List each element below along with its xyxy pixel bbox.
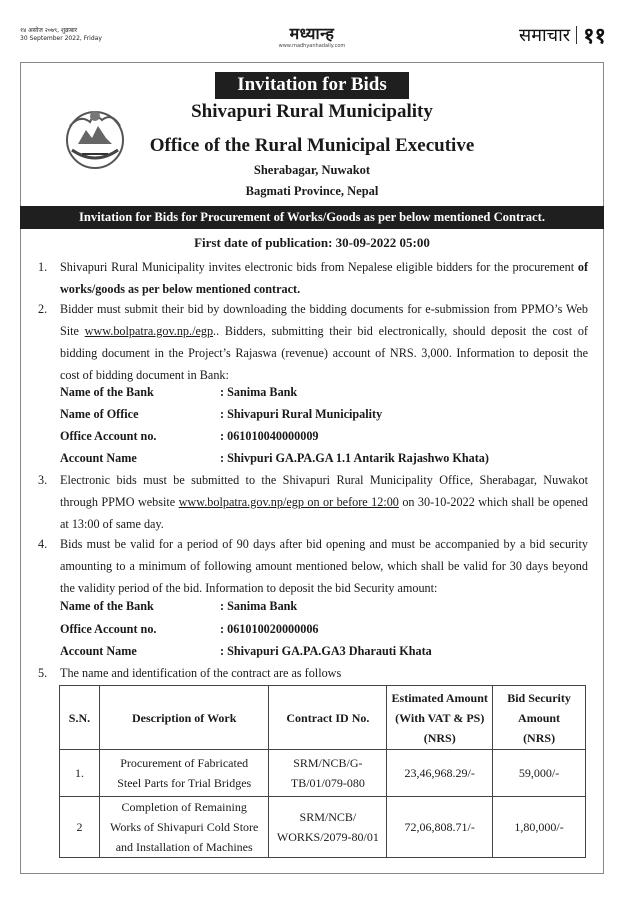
cell-contract-id bbox=[269, 797, 387, 858]
item-text: Bids must be valid for a period of 90 days after bid opening and must be accompanied by a bid security amounting to a minimum of following amount mentioned below, which shall be valid for 30 days beyond the validity period of the bid. Information to deposit the bid Security amount: bbox=[60, 537, 588, 595]
table-header-row bbox=[60, 686, 586, 750]
item-text bbox=[60, 469, 588, 535]
section-divider bbox=[576, 26, 577, 44]
security-detail-row bbox=[60, 640, 590, 662]
list-item-3 bbox=[38, 469, 588, 535]
address-line-1: Sherabagar, Nuwakot bbox=[253, 163, 371, 177]
bank-detail-row bbox=[60, 381, 590, 403]
cell-line: SRM/NCB/G- bbox=[293, 756, 363, 770]
cell-description bbox=[99, 797, 269, 858]
cell-line: Procurement of Fabricated bbox=[120, 756, 249, 770]
detail-label: Name of the Bank bbox=[60, 385, 154, 399]
item-number: 1. bbox=[38, 260, 48, 274]
detail-value: : Shivapuri GA.PA.GA3 Dharauti Khata bbox=[220, 644, 432, 658]
banner-wrap bbox=[0, 72, 624, 99]
section-header bbox=[519, 20, 606, 50]
contract-table bbox=[59, 685, 586, 858]
bank-detail-row bbox=[60, 447, 590, 469]
detail-value: : Sanima Bank bbox=[220, 599, 298, 613]
detail-value: : 061010040000009 bbox=[220, 429, 319, 443]
cell-line: Completion of Remaining bbox=[121, 800, 247, 814]
cell-line: TB/01/079-080 bbox=[290, 776, 365, 790]
item-number: 5. bbox=[38, 666, 48, 680]
detail-label: Office Account no. bbox=[60, 622, 157, 636]
bolpatra-egp-link[interactable]: www.bolpatra.gov.np/egp on or before 12:00 bbox=[178, 495, 399, 509]
date-english: 30 September 2022, Friday bbox=[20, 35, 102, 42]
cell-description bbox=[99, 750, 269, 797]
bolpatra-link[interactable]: www.bolpatra.gov.np./egp bbox=[84, 324, 214, 338]
header-line: Bid Security bbox=[507, 690, 571, 705]
cell-sn: 2 bbox=[60, 797, 100, 858]
header-line: Estimated Amount bbox=[391, 690, 488, 705]
detail-label: Account Name bbox=[60, 451, 137, 465]
item-number: 2. bbox=[38, 302, 48, 316]
item-text: The name and identification of the contract are as follows bbox=[60, 666, 342, 680]
detail-value: : Sanima Bank bbox=[220, 385, 298, 399]
list-item-5 bbox=[38, 662, 588, 684]
notice-subheading: Invitation for Bids for Procurement of Works/Goods as per below mentioned Contract. bbox=[20, 206, 604, 229]
notice-banner: Invitation for Bids bbox=[215, 72, 409, 99]
col-header-bid-security bbox=[493, 686, 586, 750]
detail-value: : Shivapuri Rural Municipality bbox=[220, 407, 383, 421]
cell-line: Works of Shivapuri Cold Store bbox=[110, 820, 259, 834]
item-text bbox=[60, 298, 588, 386]
cell-sn: 1. bbox=[60, 750, 100, 797]
cell-contract-id bbox=[269, 750, 387, 797]
header-line: (NRS) bbox=[423, 730, 456, 745]
col-header-sn: S.N. bbox=[60, 686, 100, 750]
item-number: 4. bbox=[38, 537, 48, 551]
publication-date: First date of publication: 30-09-2022 05:00 bbox=[194, 235, 430, 250]
header-line: Amount bbox=[518, 710, 561, 725]
detail-value: : 061010020000006 bbox=[220, 622, 319, 636]
item-3-text-a: Electronic bids must be submitted to the Shivapuri Rural Municipality Office, Sherabagar, Nuwakot through PPMO website bbox=[60, 473, 588, 509]
list-item-1 bbox=[38, 256, 588, 300]
office-name: Office of the Rural Municipal Executive bbox=[149, 135, 475, 156]
detail-label: Account Name bbox=[60, 644, 137, 658]
item-2-text-a: Bidder must submit their bid by downloading the bidding documents for e-submission from PPMO’s Web Site bbox=[60, 302, 588, 338]
detail-label: Name of the Bank bbox=[60, 599, 154, 613]
item-text bbox=[60, 256, 588, 300]
table-row bbox=[60, 750, 586, 797]
address-line-2: Bagmati Province, Nepal bbox=[245, 184, 379, 198]
bank-detail-row bbox=[60, 425, 590, 447]
item-1-bold-text: of works/goods as per below mentioned contract. bbox=[60, 260, 588, 296]
cell-line: SRM/NCB/ bbox=[299, 810, 357, 824]
bank-detail-row bbox=[60, 403, 590, 425]
detail-label: Name of Office bbox=[60, 407, 139, 421]
col-header-description: Description of Work bbox=[99, 686, 269, 750]
security-detail-row bbox=[60, 595, 590, 617]
list-item-2 bbox=[38, 298, 588, 386]
table-row bbox=[60, 797, 586, 858]
cell-line: WORKS/2079-80/01 bbox=[276, 830, 379, 844]
detail-label: Office Account no. bbox=[60, 429, 157, 443]
item-1-text: Shivapuri Rural Municipality invites electronic bids from Nepalese eligible bidders for the procurement bbox=[60, 260, 575, 274]
cell-line: Steel Parts for Trial Bridges bbox=[117, 776, 252, 790]
cell-bid-security: 59,000/- bbox=[493, 750, 586, 797]
item-3-text-b: on 30-10-2022 which shall be opened at 13:00 of same day. bbox=[60, 495, 588, 531]
newspaper-masthead bbox=[0, 0, 624, 56]
header-line: (NRS) bbox=[523, 730, 556, 745]
list-item-4 bbox=[38, 533, 588, 599]
cell-bid-security: 1,80,000/- bbox=[493, 797, 586, 858]
col-header-contract-id: Contract ID No. bbox=[269, 686, 387, 750]
org-name: Shivapuri Rural Municipality bbox=[191, 101, 433, 122]
page-number: ११ bbox=[583, 24, 606, 49]
cell-line: and Installation of Machines bbox=[115, 840, 253, 854]
header-line: (With VAT & PS) bbox=[395, 710, 485, 725]
col-header-estimated-amount bbox=[387, 686, 493, 750]
cell-estimated-amount: 23,46,968.29/- bbox=[387, 750, 493, 797]
newspaper-logo: मध्यान्ह bbox=[289, 24, 335, 43]
section-name: समाचार bbox=[519, 25, 571, 46]
security-detail-row bbox=[60, 618, 590, 640]
detail-value: : Shivpuri GA.PA.GA 1.1 Antarik Rajashwo Khata) bbox=[220, 451, 489, 465]
item-2-text-b: .. Bidders, submitting their bid electronically, should deposit the cost of bidding document in the Project’s Rajaswa (revenue) account of NRS. 3,000. Information to deposit the cost of bidding document in Bank: bbox=[60, 324, 588, 382]
newspaper-website: www.madhyanhadaily.com bbox=[278, 43, 346, 49]
item-number: 3. bbox=[38, 473, 48, 487]
cell-estimated-amount: 72,06,808.71/- bbox=[387, 797, 493, 858]
date-nepali: १४ असोज २०७९, शुक्रबार bbox=[20, 27, 78, 34]
